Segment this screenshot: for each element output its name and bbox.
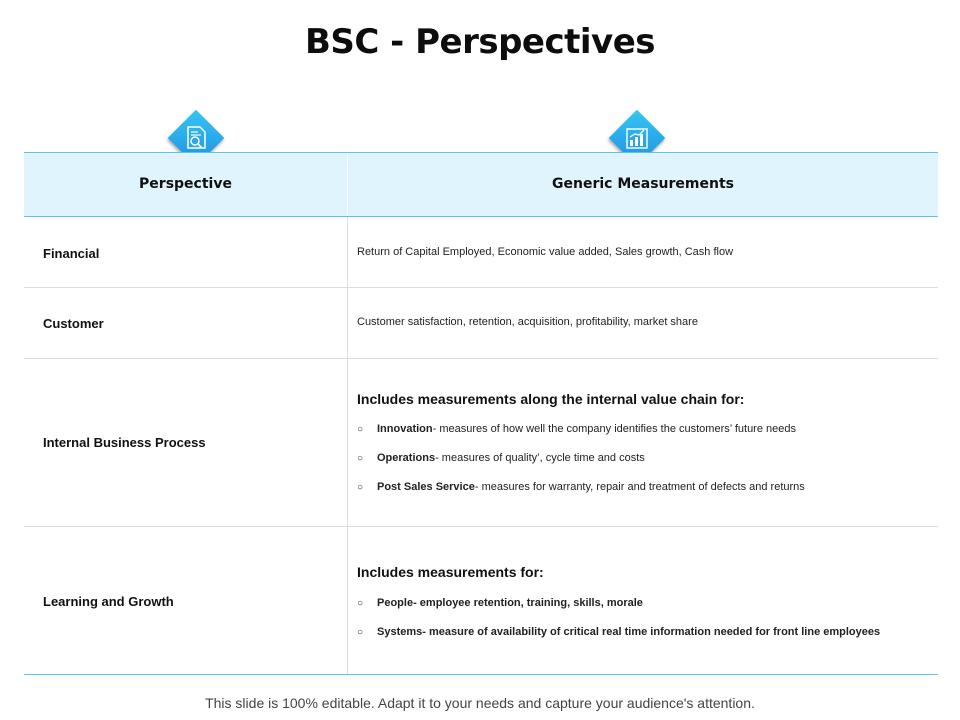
- table-header: [24, 152, 938, 217]
- bullet-marker: ○: [357, 598, 364, 609]
- header-perspective: Perspective: [139, 176, 232, 192]
- table-row: [24, 217, 938, 288]
- perspective-name: Learning and Growth: [43, 594, 174, 609]
- measurement-heading: Includes measurements for:: [357, 564, 544, 580]
- measurement-heading: Includes measurements along the internal value chain for:: [357, 391, 745, 407]
- perspective-name: Customer: [43, 316, 104, 331]
- bullet-marker: ○: [357, 482, 364, 493]
- column-divider: [347, 359, 348, 526]
- bullet-item: [357, 597, 643, 609]
- perspective-name: Financial: [43, 246, 100, 261]
- bsc-table: [24, 152, 938, 675]
- bullet-term: Operations: [377, 452, 436, 464]
- bullet-item: [357, 626, 880, 638]
- bullet-description: - measures of how well the company identifies the customers’ future needs: [432, 423, 796, 435]
- bullet-item: [357, 423, 796, 435]
- bullet-description: - measure of availability of critical real time information needed for front line employees: [422, 626, 881, 638]
- bullet-term: Systems: [377, 626, 423, 638]
- bullet-term: Post Sales Service: [377, 481, 475, 493]
- column-divider: [347, 527, 348, 674]
- bullet-term: Innovation: [377, 423, 433, 435]
- bullet-item: [357, 452, 645, 464]
- perspective-name: Internal Business Process: [43, 435, 206, 450]
- bullet-marker: ○: [357, 627, 364, 638]
- table-row: [24, 288, 938, 359]
- table-row: [24, 359, 938, 527]
- bullet-description: - measures for warranty, repair and treatment of defects and returns: [474, 481, 805, 493]
- measurement-text: Return of Capital Employed, Economic value added, Sales growth, Cash flow: [357, 246, 734, 258]
- column-divider: [347, 217, 348, 287]
- bullet-term: People: [377, 597, 414, 609]
- measurement-text: Customer satisfaction, retention, acquisition, profitability, market share: [357, 316, 698, 328]
- table-row: [24, 527, 938, 675]
- document-search-icon: [182, 123, 210, 153]
- bullet-description: - measures of quality’, cycle time and costs: [435, 452, 645, 464]
- bullet-item: [357, 481, 805, 493]
- slide-title: BSC - Perspectives: [304, 22, 656, 62]
- column-divider: [347, 288, 348, 358]
- bar-chart-icon: [623, 123, 651, 153]
- footer-note: This slide is 100% editable. Adapt it to your needs and capture your audience's attention.: [205, 695, 755, 711]
- bullet-marker: ○: [357, 424, 364, 435]
- bullet-marker: ○: [357, 453, 364, 464]
- bullet-description: - employee retention, training, skills, morale: [413, 597, 643, 609]
- header-generic-measurements: Generic Measurements: [552, 176, 734, 192]
